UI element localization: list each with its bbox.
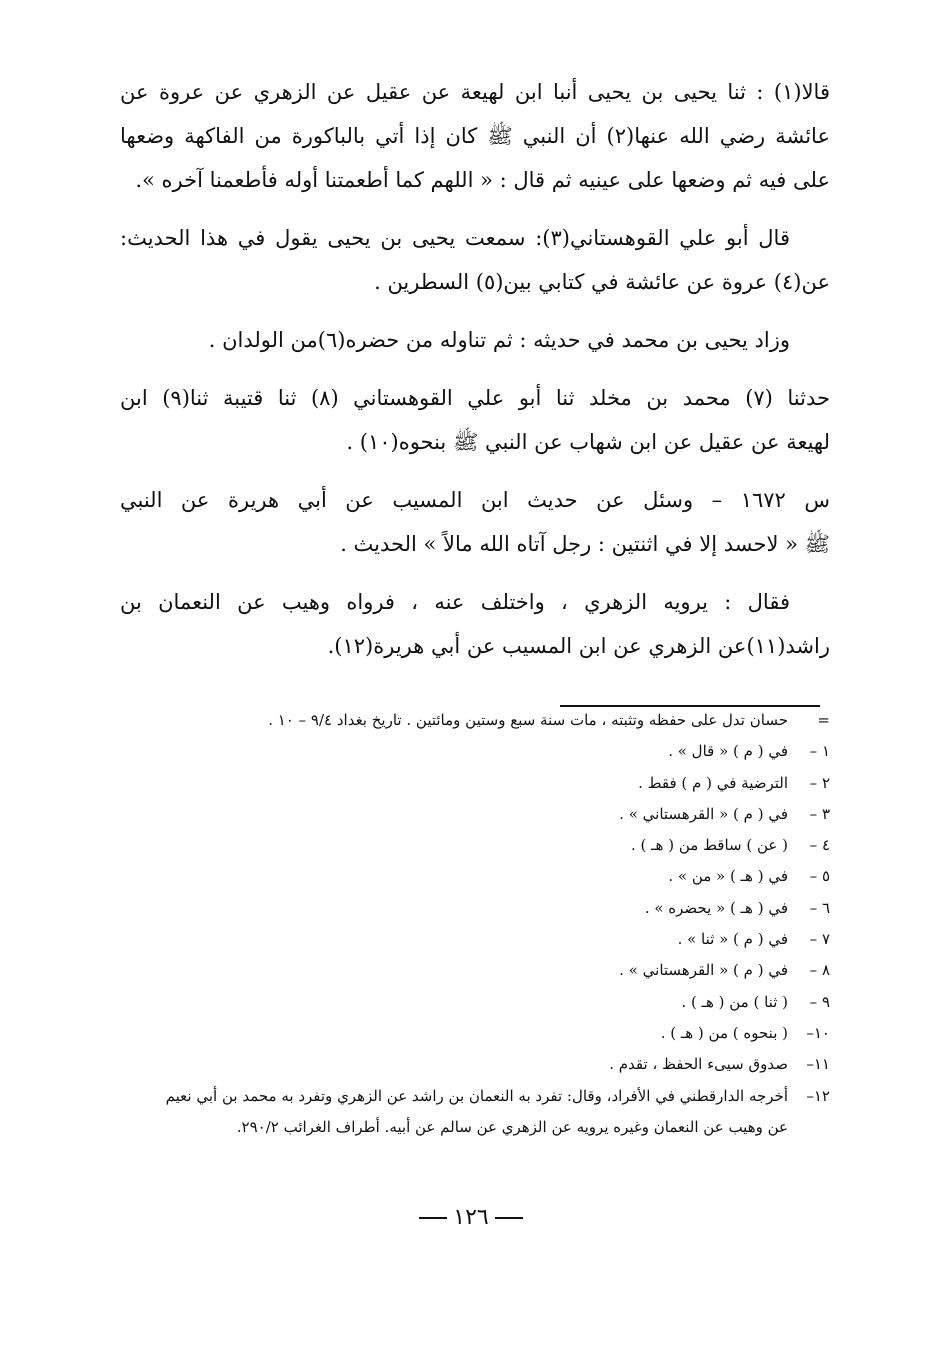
footnote-text: في ( م ) « القرهستاني » . [619, 961, 788, 980]
text-line: عائشة رضي الله عنها(٢) أن النبي ﷺ كان إذا أتي بالباكورة من الفاكهة وضعها [120, 124, 830, 148]
footnotes [120, 705, 830, 1143]
footnote [120, 768, 830, 799]
paragraph-answer [120, 580, 830, 668]
footnote-number: = [817, 711, 830, 729]
page-number-dash [419, 1217, 447, 1219]
page-number-dash [495, 1217, 523, 1219]
text-line: راشد(١١)عن الزهري عن ابن المسيب عن أبي هريرة(١٢). [327, 634, 830, 658]
footnote [120, 955, 830, 986]
footnote-number: ١٠– [806, 1023, 830, 1042]
main-text [120, 70, 830, 682]
footnote-text: حسان تدل على حفظه وتثبته ، مات سنة سبع وستين ومائتين . تاريخ بغداد ٩/٤ – ١٠ . [268, 711, 788, 729]
text-line: ﷺ « لاحسد إلا في اثنتين : رجل آتاه الله مالاً » الحديث . [340, 532, 830, 556]
page-number-value: ١٢٦ [453, 1205, 489, 1230]
text-line: عن(٤) عروة عن عائشة في كتابي بين(٥) السطرين . [374, 270, 830, 294]
footnote [120, 705, 830, 736]
footnote-text: ( عن ) ساقط من ( هـ ) . [631, 836, 788, 855]
footnote-number: ١ – [809, 742, 830, 761]
footnote-line: عن وهيب عن النعمان وغيره يرويه عن الزهري عن سالم عن أبيه. أطراف الغرائب ٢٩٠/٢. [236, 1117, 788, 1136]
footnote [120, 861, 830, 892]
paragraph-quhistani [120, 216, 830, 304]
footnote [120, 1018, 830, 1049]
text-line: قالا(١) : ثنا يحيى بن يحيى أنبا ابن لهيعة عن عقيل عن الزهري عن عروة عن [120, 80, 830, 104]
footnote-number: ١٢– [806, 1086, 830, 1105]
page-number [0, 1205, 942, 1230]
footnote [120, 799, 830, 830]
footnote-number: ٤ – [809, 836, 830, 855]
footnote-number: ٩ – [809, 992, 830, 1011]
footnote-text: في ( م ) « قال » . [668, 742, 788, 761]
text-line: س ١٦٧٢ – وسئل عن حديث ابن المسيب عن أبي هريرة عن النبي [120, 488, 831, 512]
text-line: فقال : يرويه الزهري ، واختلف عنه ، فرواه وهيب عن النعمان بن [120, 590, 790, 614]
footnote-text: في ( م ) « القرهستاني » . [619, 804, 788, 823]
footnote [120, 1081, 830, 1144]
footnote [120, 1049, 830, 1080]
text-line: وزاد يحيى بن محمد في حديثه : ثم تناوله من حضره(٦)من الولدان . [208, 328, 790, 352]
footnote [120, 893, 830, 924]
footnote-number: ٣ – [809, 804, 830, 823]
footnote-text: ( بنحوه ) من ( هـ ) . [660, 1023, 788, 1042]
footnote-number: ٥ – [809, 867, 830, 886]
footnote [120, 736, 830, 767]
paragraph-isnad [120, 376, 830, 464]
text-line: حدثنا (٧) محمد بن مخلد ثنا أبو علي القوهستاني (٨) ثنا قتيبة ثنا(٩) ابن [120, 386, 830, 410]
footnote-text: في ( م ) « ثنا » . [677, 930, 788, 949]
footnote [120, 924, 830, 955]
footnote [120, 987, 830, 1018]
footnote-line: أخرجه الدارقطني في الأفراد، وقال: تفرد به النعمان بن راشد عن الزهري وتفرد به محمد بن أبي نعيم [165, 1086, 788, 1105]
footnote [120, 830, 830, 861]
text-line: على فيه ثم وضعها على عينيه ثم قال : « اللهم كما أطعمتنا أوله فأطعمنا آخره ». [135, 168, 830, 192]
footnote-number: ٦ – [809, 898, 830, 917]
footnote-number: ٢ – [809, 773, 830, 792]
text-line: لهيعة عن عقيل عن ابن شهاب عن النبي ﷺ بنحوه(١٠) . [346, 430, 830, 454]
paragraph-question [120, 478, 830, 566]
text-line: قال أبو علي القوهستاني(٣): سمعت يحيى بن يحيى يقول في هذا الحديث: [120, 226, 790, 250]
footnote-text: في ( هـ ) « يحضره » . [644, 898, 788, 917]
footnote-text: في ( هـ ) « من » . [668, 867, 788, 886]
footnote-text: صدوق سيىء الحفظ ، تقدم . [609, 1055, 788, 1074]
footnote-text: ( ثنا ) من ( هـ ) . [681, 992, 788, 1011]
footnote-text [120, 1081, 788, 1144]
footnote-text: الترضية في ( م ) فقط . [638, 773, 788, 792]
paragraph-addition [120, 318, 830, 362]
footnote-number: ٨ – [809, 961, 830, 980]
paragraph-hadith [120, 70, 830, 202]
footnote-number: ٧ – [809, 930, 830, 949]
footnote-number: ١١– [806, 1055, 830, 1074]
